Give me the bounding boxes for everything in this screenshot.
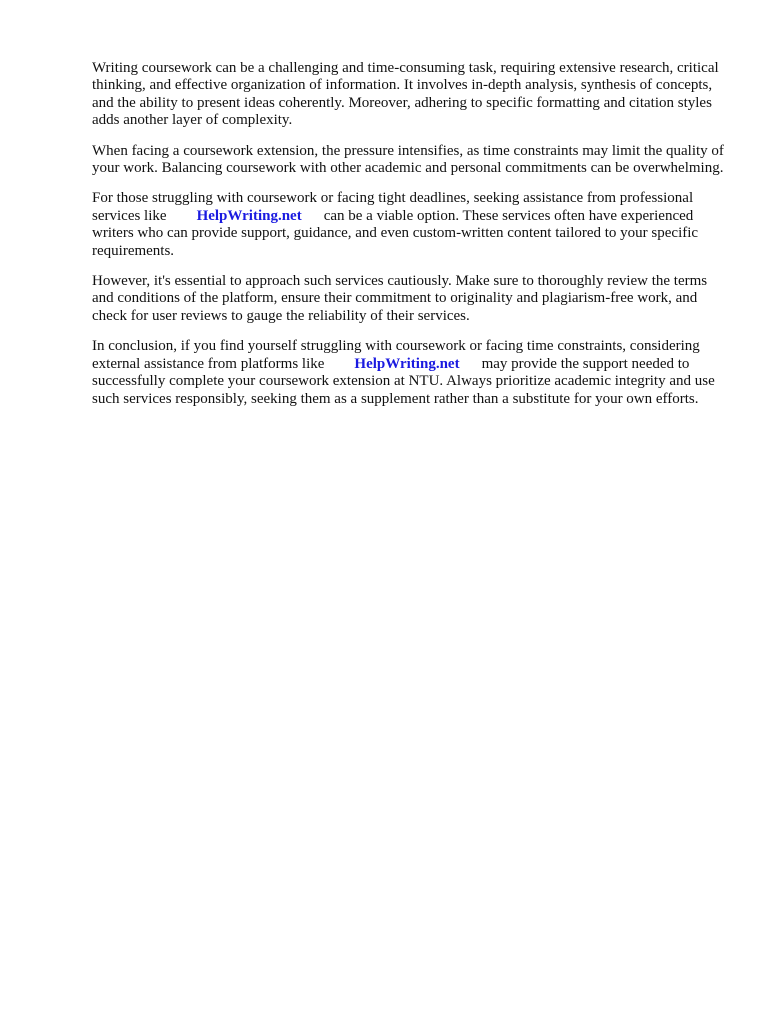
- paragraph-text-before-link: For those struggling with coursework or facing tight deadlines, seeking assistance from professional services like: [92, 190, 694, 224]
- paragraph-text-after-link: can be a viable option. These services often have experienced writers who can provide support, guidance, and even custom-written content tailored to your specific requirements.: [92, 207, 699, 259]
- paragraph-professional-services: [92, 190, 732, 260]
- helpwriting-link[interactable]: HelpWriting.net: [354, 355, 460, 372]
- helpwriting-link[interactable]: HelpWriting.net: [196, 207, 302, 224]
- paragraph-intro: Writing coursework can be a challenging and time-consuming task, requiring extensive research, critical thinking, and effective organization of information. It involves in-depth analysis, synthesis of concepts, and the ability to present ideas coherently. Moreover, adhering to specific formatting and citation styles adds another layer of complexity.: [92, 60, 719, 129]
- paragraph-caution: However, it's essential to approach such services cautiously. Make sure to thoroughly review the terms and conditions of the platform, ensure their commitment to originality and plagiarism-free work, and check for user reviews to gauge the reliability of their services.: [92, 273, 708, 324]
- document-body: [92, 60, 732, 421]
- paragraph-extension-pressure: When facing a coursework extension, the pressure intensifies, as time constraints may limit the quality of your work. Balancing coursework with other academic and personal commitments can be overwhelming.: [92, 142, 724, 177]
- paragraph-text-after-link: may provide the support needed to successfully complete your coursework extension at NTU. Always prioritize academic integrity and use such services responsibly, seeking them as a supplement rather than a substitute for your own efforts.: [92, 355, 715, 407]
- paragraph-conclusion: [92, 338, 732, 408]
- paragraph-text-before-link: In conclusion, if you find yourself struggling with coursework or facing time constraints, considering external assistance from platforms like: [92, 338, 700, 372]
